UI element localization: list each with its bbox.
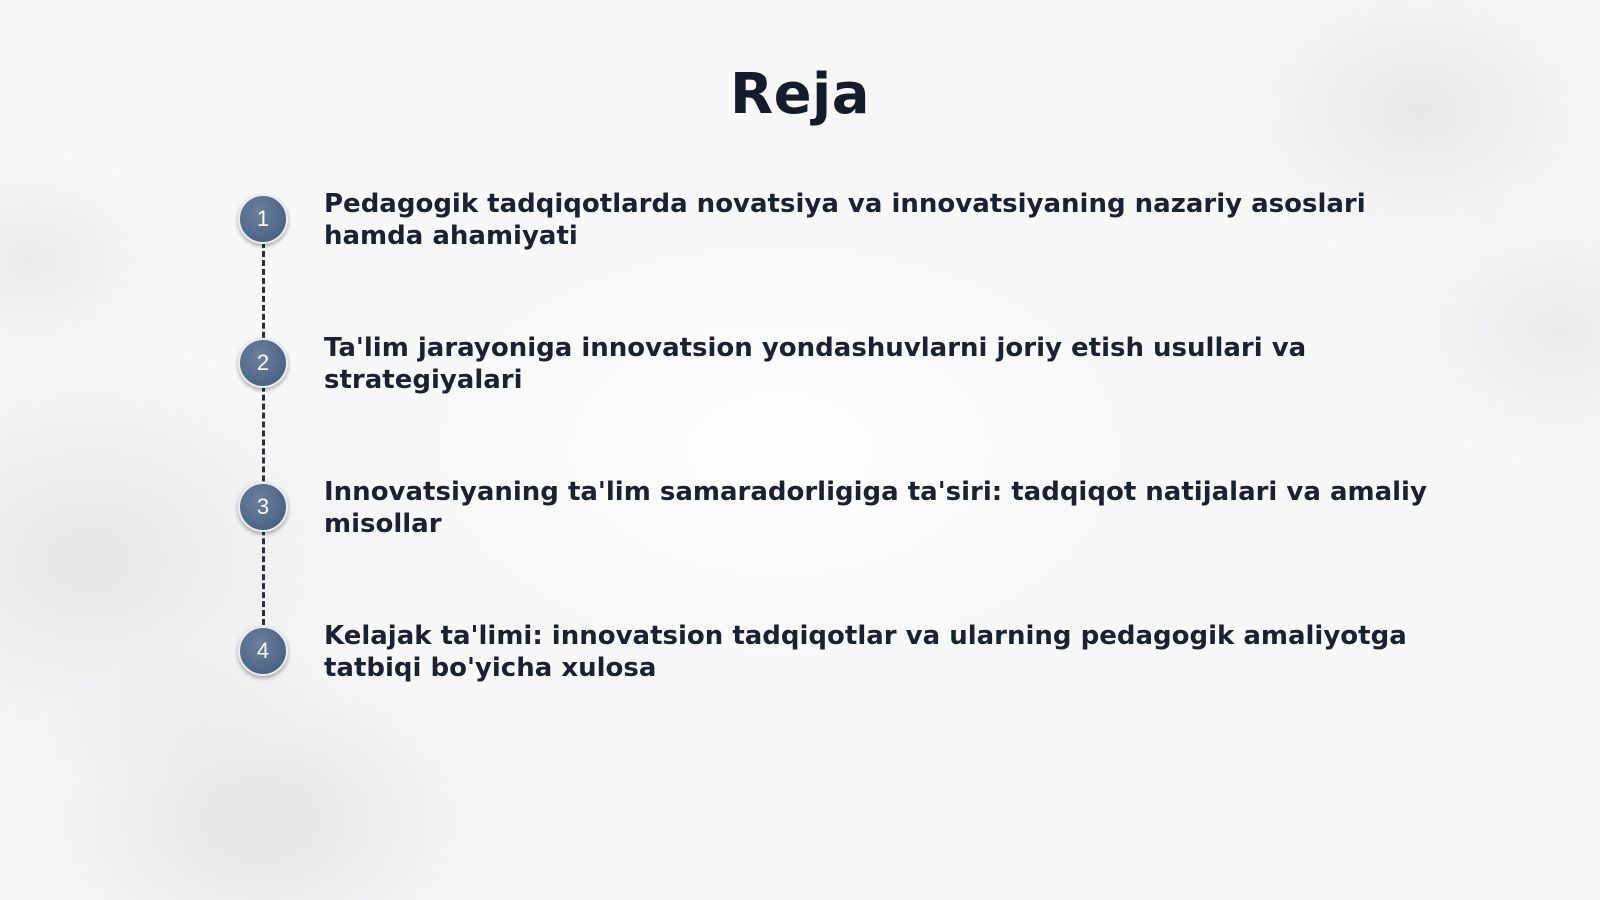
item-text: Pedagogik tadqiqotlarda novatsiya va innovatsiyaning nazariy asoslari hamda ahamiyati [324, 189, 1366, 251]
page-title: Reja [729, 62, 871, 127]
timeline-dashed-line [262, 242, 265, 634]
item-text: Ta'lim jarayoniga innovatsion yondashuvlarni joriy etish usullari va strategiyalari [324, 333, 1307, 395]
item-number-badge: 1 [238, 194, 288, 244]
item-text: Kelajak ta'limi: innovatsion tadqiqotlar va ularning pedagogik amaliyotga tatbiqi bo'yicha xulosa [324, 621, 1407, 683]
item-number-badge: 3 [238, 482, 288, 532]
item-number-badge: 2 [238, 338, 288, 388]
item-number-badge: 4 [238, 626, 288, 676]
item-text: Innovatsiyaning ta'lim samaradorligiga ta'siri: tadqiqot natijalari va amaliy misollar [324, 477, 1427, 539]
